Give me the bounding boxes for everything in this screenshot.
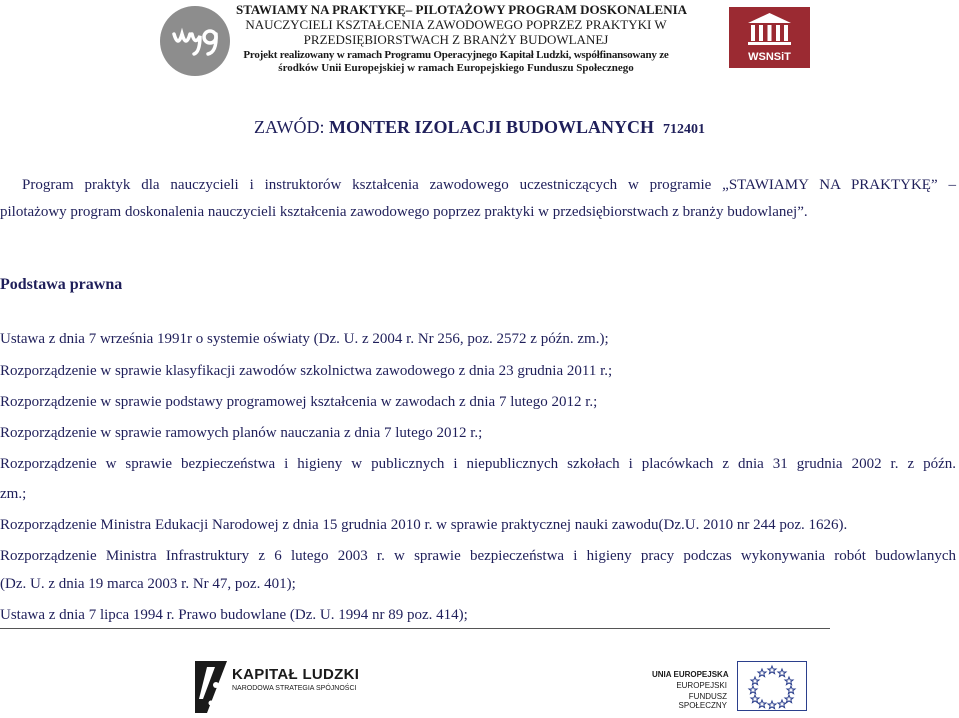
legal-item-5-line-2: zm.;	[0, 486, 27, 502]
legal-item-1: Ustawa z dnia 7 września 1991r o systemie oświaty (Dz. U. z 2004 r. Nr 256, poz. 2572 z późn. zm.);	[0, 331, 609, 347]
wsnsit-logo-text: WSNSiT	[748, 51, 791, 63]
kapital-ludzki-title: KAPITAŁ LUDZKI	[232, 666, 360, 683]
legal-item-2: Rozporządzenie w sprawie klasyfikacji zawodów szkolnictwa zawodowego z dnia 23 grudnia 2011 r.;	[0, 363, 613, 379]
header-project-title-line2: NAUCZYCIELI KSZTAŁCENIA ZAWODOWEGO POPRZEZ PRAKTYKI W	[245, 17, 667, 32]
footer-divider	[0, 628, 830, 629]
legal-item-8: Ustawa z dnia 7 lipca 1994 r. Prawo budowlane (Dz. U. 1994 nr 89 poz. 414);	[0, 607, 468, 623]
wsnsit-logo	[729, 7, 810, 68]
eu-label-line3: FUNDUSZ SPOŁECZNY	[678, 692, 727, 710]
header-project-title-line1: STAWIAMY NA PRAKTYKĘ– PILOTAŻOWY PROGRAM DOSKONALENIA	[236, 2, 688, 17]
section-heading-legal-basis: Podstawa prawna	[0, 276, 123, 293]
intro-line-1: Program praktyk dla nauczycieli i instruktorów kształcenia zawodowego uczestniczących w programie „STAWIAMY NA PRAKTYKĘ” –	[22, 177, 956, 193]
legal-item-6: Rozporządzenie Ministra Edukacji Narodowej z dnia 15 grudnia 2010 r. w sprawie praktycznej nauki zawodu(Dz.U. 2010 nr 244 poz. 1626).	[0, 517, 848, 533]
building-columns-icon	[729, 7, 810, 52]
title-occupation-code: 712401	[663, 122, 706, 137]
legal-item-7-line-2: (Dz. U. z dnia 19 marca 2003 r. Nr 47, poz. 401);	[0, 576, 296, 592]
eu-label-line1: UNIA EUROPEJSKA	[652, 670, 729, 679]
eu-label-line2: EUROPEJSKI	[676, 681, 727, 690]
eu-flag-icon	[737, 661, 807, 711]
eu-flag-logo	[737, 661, 807, 711]
page-title	[0, 117, 959, 138]
title-occupation: MONTER IZOLACJI BUDOWLANYCH	[329, 117, 655, 137]
legal-item-4: Rozporządzenie w sprawie ramowych planów nauczania z dnia 7 lutego 2012 r.;	[0, 425, 483, 441]
header-project-title-line3: PRZEDSIĘBIORSTWACH Z BRANŻY BUDOWLANEJ	[303, 32, 609, 47]
title-prefix: ZAWÓD:	[253, 117, 329, 137]
intro-line-2: pilotażowy program doskonalenia nauczycieli kształcenia zawodowego poprzez praktyki w przedsiębiorstwach z branży budowlanej”.	[0, 204, 808, 220]
kapital-ludzki-subtitle: NARODOWA STRATEGIA SPÓJNOŚCI	[232, 685, 357, 692]
wyg-logo	[160, 6, 230, 76]
kapital-ludzki-emblem-icon	[193, 659, 233, 713]
header-funding-line2: środków Unii Europejskiej w ramach Europejskiego Funduszu Społecznego	[278, 62, 634, 74]
legal-item-7-line-1: Rozporządzenie Ministra Infrastruktury z 6 lutego 2003 r. w sprawie bezpieczeństwa i higieny pracy podczas wykonywania robót budowlanych	[0, 548, 956, 564]
legal-item-5-line-1: Rozporządzenie w sprawie bezpieczeństwa i higieny w publicznych i niepublicznych szkołach i placówkach z dnia 31 grudnia 2002 r. z późn.	[0, 456, 956, 472]
header-funding-line1: Projekt realizowany w ramach Programu Operacyjnego Kapitał Ludzki, współfinansowany ze	[243, 49, 669, 61]
legal-item-3: Rozporządzenie w sprawie podstawy programowej kształcenia w zawodach z dnia 7 lutego 2012 r.;	[0, 394, 598, 410]
